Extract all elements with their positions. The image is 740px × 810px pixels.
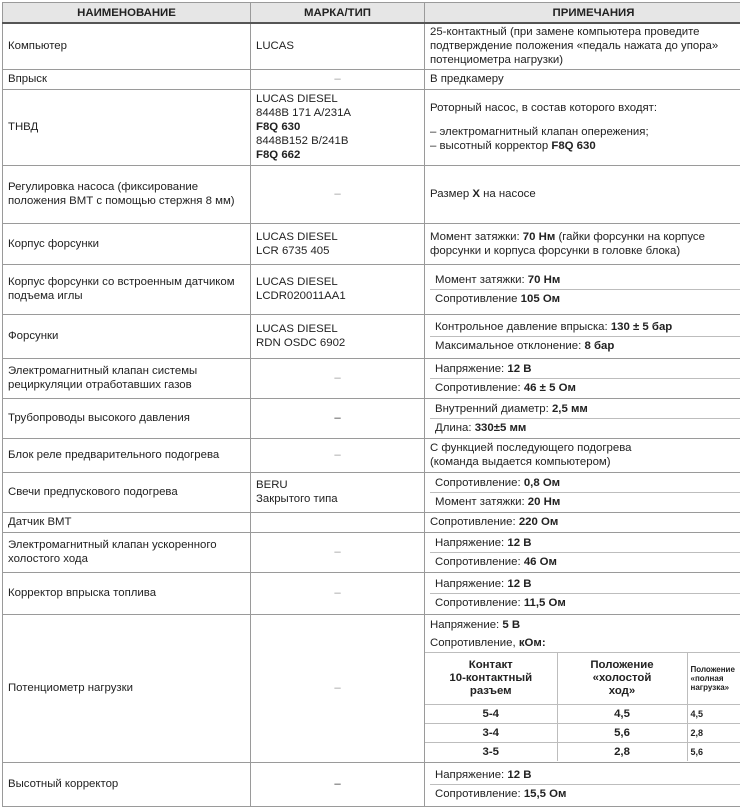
table-row	[3, 358, 740, 398]
table-row	[3, 223, 740, 264]
inner-header-full-load: Положение «полная нагрузка»	[687, 652, 740, 704]
inner-header-contact: Контакт 10-контактный разъем	[425, 652, 557, 704]
row-name: Форсунки	[3, 314, 251, 358]
table-row	[3, 512, 740, 532]
row-notes: В предкамеру	[425, 69, 740, 89]
row-type: LUCAS DIESEL 8448B 171 A/231A F8Q 630 8448B152 B/241B F8Q 662	[251, 89, 425, 165]
column-header-notes: ПРИМЕЧАНИЯ	[425, 3, 740, 24]
row-name: Компьютер	[3, 23, 251, 69]
row-type: LUCAS	[251, 23, 425, 69]
table-row	[3, 472, 740, 512]
row-notes: Сопротивление: 220 Ом	[425, 512, 740, 532]
row-type: –	[251, 572, 425, 614]
row-type: LUCAS DIESEL LCR 6735 405	[251, 223, 425, 264]
row-name: Свечи предпускового подогрева	[3, 472, 251, 512]
table-header-row	[3, 3, 740, 24]
row-notes: Контрольное давление впрыска: 130 ± 5 бар Максимальное отклонение: 8 бар	[425, 314, 740, 358]
row-notes: Размер X на насосе	[425, 165, 740, 223]
row-name: Корпус форсунки	[3, 223, 251, 264]
table-row	[3, 314, 740, 358]
row-name: Электромагнитный клапан системы рециркуляции отработавших газов	[3, 358, 251, 398]
table-row	[3, 69, 740, 89]
column-header-type: МАРКА/ТИП	[251, 3, 425, 24]
row-notes: Напряжение: 12 В Сопротивление: 15,5 Ом	[425, 762, 740, 806]
row-notes: 25-контактный (при замене компьютера проведите подтверждение положения «педаль нажата до упора» потенциометра нагрузки)	[425, 23, 740, 69]
row-notes: Напряжение: 12 В Сопротивление: 46 Ом	[425, 532, 740, 572]
row-type: –	[251, 358, 425, 398]
row-name: Электромагнитный клапан ускоренного холостого хода	[3, 532, 251, 572]
row-notes: Внутренний диаметр: 2,5 мм Длина: 330±5 мм	[425, 398, 740, 438]
inner-header-idle: Положение «холостой ход»	[557, 652, 687, 704]
row-notes: Сопротивление: 0,8 Ом Момент затяжки: 20 Нм	[425, 472, 740, 512]
row-notes: Роторный насос, в состав которого входят: – электромагнитный клапан опережения; – высотный корректор F8Q 630	[425, 89, 740, 165]
row-name: Корпус форсунки со встроенным датчиком подъема иглы	[3, 264, 251, 314]
row-notes: Момент затяжки: 70 Нм (гайки форсунки на корпусе форсунки и корпуса форсунки в головке блока)	[425, 223, 740, 264]
row-name: Регулировка насоса (фиксирование положения ВМТ с помощью стержня 8 мм)	[3, 165, 251, 223]
row-type: LUCAS DIESEL RDN OSDC 6902	[251, 314, 425, 358]
row-name: ТНВД	[3, 89, 251, 165]
row-notes: Момент затяжки: 70 Нм Сопротивление 105 Ом	[425, 264, 740, 314]
table-row	[3, 264, 740, 314]
row-notes: Напряжение: 12 В Сопротивление: 11,5 Ом	[425, 572, 740, 614]
table-row	[3, 398, 740, 438]
row-name: Датчик ВМТ	[3, 512, 251, 532]
table-row	[3, 572, 740, 614]
inner-data-row: 5-4 4,5 4,5	[425, 704, 740, 723]
row-notes: Напряжение: 12 В Сопротивление: 46 ± 5 Ом	[425, 358, 740, 398]
table-row	[3, 23, 740, 69]
row-type: –	[251, 398, 425, 438]
row-type: LUCAS DIESEL LCDR020011AA1	[251, 264, 425, 314]
potentiometer-resistance-table	[425, 652, 740, 761]
row-name: Потенциометр нагрузки	[3, 614, 251, 762]
row-type: –	[251, 762, 425, 806]
table-row	[3, 532, 740, 572]
inner-header-row	[425, 652, 740, 704]
inner-data-row: 3-4 5,6 2,8	[425, 723, 740, 742]
column-header-name: НАИМЕНОВАНИЕ	[3, 3, 251, 24]
table-row	[3, 762, 740, 806]
row-name: Корректор впрыска топлива	[3, 572, 251, 614]
row-type: –	[251, 165, 425, 223]
row-notes: Напряжение: 5 В Сопротивление, кОм: Контакт 10-контактный разъем Положение «холостой ход» Положение «полная нагрузка» 5-4 4,5 4,5 3-4 5,6 2,8 3-5 2,8 5,6	[425, 614, 740, 762]
row-name: Блок реле предварительного подогрева	[3, 438, 251, 472]
row-type	[251, 512, 425, 532]
table-row	[3, 438, 740, 472]
row-name: Впрыск	[3, 69, 251, 89]
row-type: –	[251, 438, 425, 472]
row-type: –	[251, 614, 425, 762]
row-notes: С функцией последующего подогрева (команда выдается компьютером)	[425, 438, 740, 472]
table-row	[3, 165, 740, 223]
row-name: Трубопроводы высокого давления	[3, 398, 251, 438]
row-type: –	[251, 532, 425, 572]
table-row	[3, 614, 740, 762]
inner-data-row: 3-5 2,8 5,6	[425, 742, 740, 761]
row-type: –	[251, 69, 425, 89]
table-row	[3, 89, 740, 165]
row-type: BERU Закрытого типа	[251, 472, 425, 512]
row-name: Высотный корректор	[3, 762, 251, 806]
specifications-table	[2, 2, 740, 807]
